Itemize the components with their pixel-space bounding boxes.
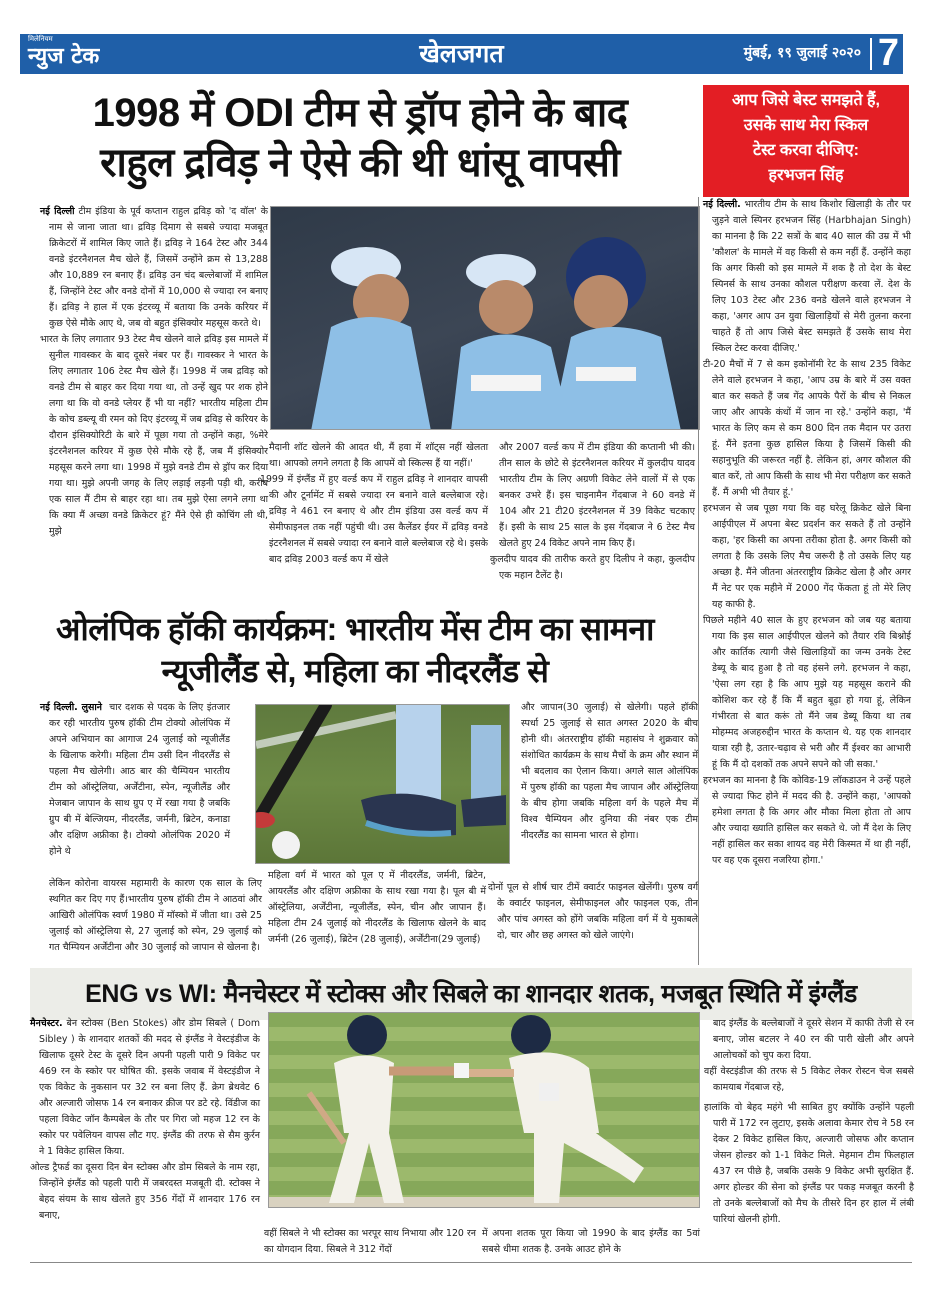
article3-column-3 bbox=[512, 700, 698, 844]
paragraph: पिछले महीने 40 साल के हुए हरभजन को जब यह बताया गया कि इस साल आईपीएल खेलने को तैयार रवि बिश्नोई और कार्तिक त्यागी जैसे खिलाड़ियों का जन्म उनके टेस्ट डेब्यू के बाद हुआ है तो वह हंसने लगे. हरभजन ने कहा, 'ऐसा लग रहा है कि आप मुझे यह महसूस कराने की कोशिश कर रहे हैं कि मैं बहुत बूढ़ा हो गया हूं, लेकिन गंभीरता से बात करूं तो मैंने जब डेब्यू किया था तब मोहम्मद अजहरुद्दीन भारत के कप्तान थे. यह एक शानदार यात्रा रही है, उतार-चढ़ाव से भरी और मैं ईश्वर का आभारी हूं कि मैं दो दशकों तक अपने सपने को जी सका.' bbox=[703, 615, 911, 770]
paragraph: मैनचेस्टर. बेन स्टोक्स (Ben Stokes) और डोम सिबले ( Dom Sibley ) के शानदार शतकों की मदद से इंग्लैंड ने वेस्टइंडीज के खिलाफ दूसरे टेस्ट के दूसरे दिन अपनी पहली पारी 9 विकेट पर 469 रन के स्कोर पर घोषित की. इसके जवाब में वेस्टइंडीज ने एक विकेट के नुकसान पर 32 रन बना लिए हैं. क्रेग ब्रेथवेट 6 और अल्जारी जोसफ 14 रन बनाकर क्रीज पर डटे रहे. विंडीज का पहला विकेट जॉन कैम्पबेल के तौर पर गिरा जो महज 12 रन के स्कोर पर पवेलियन वापस लौट गए. इंग्लैंड की तरफ से सैम कुर्रन ने 1 विकेट हासिल किया. bbox=[30, 1018, 260, 1157]
headline-line: राहुल द्रविड़ ने ऐसे की थी धांसू वापसी bbox=[100, 141, 620, 185]
headline-line: हरभजन सिंह bbox=[768, 167, 844, 184]
article4-headline[interactable]: ENG vs WI: मैनचेस्टर में स्टोक्स और सिबले का शानदार शतक, मजबूत स्थिति में इंग्लैंड bbox=[85, 980, 857, 1008]
cricket-batsmen-photo bbox=[268, 1012, 700, 1208]
paragraph: और 2007 वर्ल्ड कप में टीम इंडिया की कप्तानी भी की। तीन साल के छोटे से इंटरनैशनल करियर में कुलदीप यादव भारतीय टीम के लिए अग्रणी विकेट लेने वालों में से एक बनकर उभरे हैं। इस चाइनामैन गेंदबाज ने 60 वनडे में 104 और 21 टी20 इंटरनैशनल में 39 विकेट चटकाए हैं। इसी के साथ 25 साल के इस गेंदबाज ने 6 टेस्ट मैच खेलते हुए 24 विकेट अपने नाम किए हैं। bbox=[499, 442, 695, 549]
hockey-stick-ball-icon bbox=[256, 705, 510, 864]
divider bbox=[870, 38, 872, 70]
paragraph: नई दिल्ली. लुसाने चार दशक से पदक के लिए इंतजार कर रही भारतीय पुरुष हॉकी टीम टोक्यो ओलंपिक में अपने अभियान का आगाज 24 जुलाई को न्यूजीलैंड के खिलाफ करेगी। महिला टीम उसी दिन नीदरलैंड से पहला मैच खेलेगी। आठ बार की चैम्पियन भारतीय टीम को ऑस्ट्रेलिया, अर्जेंटीना, स्पेन, न्यूजीलैंड और मेजबान जापान के साथ ग्रुप ए में रखा गया है जबकि ग्रुप बी में बेल्जियम, नीदरलैंड, जर्मनी, ब्रिटेन, कनाडा और दक्षिण अफ्रीका है। टोक्यो ओलंपिक 2020 में होने थे bbox=[40, 702, 230, 857]
article1-column-1 bbox=[40, 204, 268, 540]
page-bottom-rule bbox=[30, 1262, 912, 1263]
article4-column-3 bbox=[482, 1226, 700, 1258]
article4-column-1 bbox=[30, 1016, 260, 1224]
dateline: नई दिल्ली bbox=[40, 206, 75, 217]
section-title: खेलजगत bbox=[419, 39, 504, 68]
headline-line: 1998 में ODI टीम से ड्रॉप होने के बाद bbox=[92, 91, 628, 135]
article3-headline[interactable] bbox=[20, 608, 690, 692]
players-celebrating-icon bbox=[271, 207, 700, 430]
paragraph: मैदानी शॉट खेलने की आदत थी, मैं हवा में शॉट्स नहीं खेलता था। आपको लगने लगता है कि आपमें वो स्किल्स हैं या नहीं।' bbox=[269, 442, 488, 469]
article3-column-4 bbox=[488, 880, 698, 944]
article3-column-1 bbox=[40, 700, 230, 860]
paragraph: बाद इंग्लैंड के बल्लेबाजों ने दूसरे सेशन में काफी तेजी से रन बनाए, जोस बटलर ने 40 रन की पारी खेली और अपने आलोचकों को चुप करा दिया. bbox=[713, 1018, 914, 1061]
article3-column-2 bbox=[268, 868, 486, 948]
hockey-photo bbox=[255, 704, 510, 864]
article1-headline[interactable] bbox=[30, 88, 690, 188]
paragraph: लेकिन कोरोना वायरस महामारी के कारण एक साल के लिए स्थगित कर दिए गए हैं।भारतीय पुरुष हॉकी टीम ने आठवां और आखिरी ओलंपिक स्वर्ण 1980 में मॉस्को में जीता था। उसे 25 जुलाई को ऑस्ट्रेलिया से, 27 जुलाई को स्पेन, 29 जुलाई को गत चैम्पियन अर्जेंटीना और 30 जुलाई को जापान से खेलना है। bbox=[49, 878, 262, 953]
paragraph: महिला वर्ग में भारत को पूल ए में नीदरलैंड, जर्मनी, ब्रिटेन, आयरलैंड और दक्षिण अफ्रीका के साथ रखा गया है। पूल बी में ऑस्ट्रेलिया, अर्जेंटीना, न्यूजीलैंड, स्पेन, चीन और जापान हैं। महिला टीम 24 जुलाई को नीदरलैंड के खिलाफ खेलने के बाद जर्मनी (26 जुलाई), ब्रिटेन (28 जुलाई), अर्जेंटीना(29 जुलाई) bbox=[268, 870, 486, 945]
issue-date: मुंबई, १९ जुलाई २०२० bbox=[743, 45, 861, 61]
article4-column-2 bbox=[264, 1226, 476, 1258]
paragraph: वहीं सिबले ने भी स्टोक्स का भरपूर साथ निभाया और 120 रन का योगदान दिया. सिबले ने 312 गेंदों bbox=[264, 1228, 476, 1255]
dateline: नई दिल्ली. लुसाने bbox=[40, 702, 102, 713]
article2-body bbox=[703, 197, 911, 869]
paragraph: में अपना शतक पूरा किया जो 1990 के बाद इंग्लैंड का 5वां सबसे धीमा शतक है. उनके आउट होने के bbox=[482, 1228, 700, 1255]
headline-line: उसके साथ मेरा स्किल bbox=[743, 117, 869, 134]
brand-name: न्युज टेक bbox=[28, 44, 100, 69]
headline-line: न्यूजीलैंड से, महिला का नीदरलैंड से bbox=[161, 653, 549, 689]
headline-line: आप जिसे बेस्ट समझते हैं, bbox=[731, 92, 881, 109]
page-number: 7 bbox=[877, 32, 899, 74]
headline-line: ओलंपिक हॉकी कार्यक्रम: भारतीय मेंस टीम का सामना bbox=[56, 611, 654, 647]
batsmen-glove-touch-icon bbox=[269, 1013, 700, 1208]
paragraph: दोनों पूल से शीर्ष चार टीमें क्वार्टर फाइनल खेलेंगी। पुरुष वर्ग के क्वार्टर फाइनल, सेमीफाइनल और फाइनल एक, तीन और पांच अगस्त को होंगे जबकि महिला वर्ग में ये मुकाबले दो, चार और छह अगस्त को खेले जाएंगे। bbox=[488, 882, 698, 941]
masthead bbox=[20, 34, 903, 74]
article1-column-3 bbox=[490, 440, 695, 584]
brand-small: मिलेनियम bbox=[28, 35, 53, 43]
paragraph: ओल्ड ट्रैफर्ड का दूसरा दिन बेन स्टोक्स और डोम सिबले के नाम रहा, जिन्होंने इंग्लैंड को पहली पारी में जबरदस्त मजबूती दी. स्टोक्स ने बेहद संयम के साथ खेलते हुए 356 गेंदों में शानदार 176 रन बनाए, bbox=[30, 1162, 260, 1221]
paragraph: भारत के लिए लगातार 93 टेस्ट मैच खेलने वाले द्रविड़ इस मामले में सुनील गावस्कर के बाद दूसरे नंबर पर हैं। गावस्कर ने भारत के लिए लगातार 106 टेस्ट मैच खेले हैं। 1998 में जब द्रविड़ को वनडे टीम से बाहर कर दिया गया था, तो उन्हें खुद पर शक होने लगा था कि वो वनडे प्लेयर हैं भी या नहीं? भारतीय महिला टीम के कोच डब्ल्यू वी रमन को दिए इंटरव्यू में जब द्रविड़ से करियर के दौरान इंसिक्योरिटी के बारे में पूछा गया तो उन्होंने कहा, %मेरे इंटरनैशनल करियर में कुछ ऐसे मौके रहे हैं, जब मैं इंसिक्योर महसूस करने लगा था। 1998 में मुझे वनडे टीम से ड्रॉप कर दिया गया था। मुझे अपनी जगह के लिए लड़ाई लड़नी पड़ी थी, करीब एक साल मैं टीम से बाहर रहा था। तब मुझे ऐसा लगने लगा था कि क्या मैं अच्छा वनडे क्रिकेटर हूं? मैंने ऐसे ही कोचिंग ली थी, मुझे bbox=[40, 334, 268, 537]
paragraph: और जापान(30 जुलाई) से खेलेगी। पहले हॉकी स्पर्धा 25 जुलाई से सात अगस्त 2020 के बीच होनी थी। अंतरराष्ट्रीय हॉकी महासंघ ने शुक्रवार को संशोधित कार्यक्रम के साथ मैचों के क्रम और स्थान में भी बदलाव का ऐलान किया। अगले साल ओलंपिक में पुरुष हॉकी का पहला मैच जापान और ऑस्ट्रेलिया के बीच होगा जबकि महिला वर्ग के पहले मैच में विश्व चैम्पियन और दुनिया की नंबर एक टीम नीदरलैंड का सामना भारत से होगा। bbox=[521, 702, 698, 841]
cricket-team-photo bbox=[270, 206, 700, 430]
article4-column-4 bbox=[704, 1016, 914, 1228]
paragraph: कुलदीप यादव की तारीफ करते हुए दिलीप ने कहा, कुलदीप एक महान टैलेंट है। bbox=[490, 554, 695, 581]
article2-headline-box[interactable] bbox=[703, 85, 909, 197]
headline-line: टेस्ट करवा दीजिए: bbox=[753, 142, 859, 159]
column-divider bbox=[698, 197, 699, 965]
paragraph: नई दिल्ली. भारतीय टीम के साथ किशोर खिलाड़ी के तौर पर जुड़ने वाले स्पिनर हरभजन सिंह (Harbhajan Singh) का मानना है कि 22 सत्रों के बाद 40 साल की उम्र में भी 'कौशल' के मामले में वह किसी से कम नहीं हैं. उन्होंने कहा कि अगर किसी को इस मामले में शक है तो देश के बेस्ट स्पिनर्स के साथ उनका कौशल परीक्षण करवा लें. देश के लिए 103 टेस्ट और 236 वनडे खेलने वाले हरभजन ने कहा, 'अगर आप उन युवा खिलाड़ियों से मेरी तुलना करना चाहते हैं तो आप जिसे बेस्ट समझते हैं उसके साथ मेरा स्किल टेस्ट करवा दीजिए.' bbox=[703, 199, 911, 354]
paragraph: टी-20 मैचों में 7 से कम इकोनॉमी रेट के साथ 235 विकेट लेने वाले हरभजन ने कहा, 'आप उम्र के बारे में उस वक्त बात कर सकते हैं जब गेंद आपके पैरों के बीच से निकल जाए और आपके कंधों में जान ना रहे.' उन्होंने कहा, 'मैं भारत के लिए कम से कम 800 दिन तक मैदान पर उतरा हूं. मैंने इतना कुछ हासिल किया है जिसमें किसी की सहानुभूति की जरूरत नहीं है. लेकिन हां, अगर कौशल की बात करें, तो आप किसी के साथ भी मेरा परीक्षण कर सकते हैं. मैं अभी भी तैयार हूं.' bbox=[703, 359, 911, 498]
dateline: नई दिल्ली. bbox=[703, 199, 741, 210]
dateline: मैनचेस्टर. bbox=[30, 1018, 63, 1029]
paragraph: नई दिल्ली टीम इंडिया के पूर्व कप्तान राहुल द्रविड़ को 'द वॉल' के नाम से जाना जाता था। द्रविड़ दिमाग से सबसे ज्यादा मजबूत क्रिकेटरों में शामिल किए जाते हैं। द्रविड़ ने 164 टेस्ट और 344 वनडे इंटरनैशनल मैच खेले हैं, जिसमें उन्होंने क्रम से 13,288 और 10,889 रन बनाए हैं। द्रविड़ उन चंद बल्लेबाजों में शामिल हैं, जिन्होंने टेस्ट और वनडे दोनों में 10,000 से ज्यादा रन बनाए हैं। द्रविड़ ने हाल में एक इंटरव्यू में बताया कि उनके करियर में कुछ ऐसे मौके आए थे, जब वो बहुत इंसिक्योर महसूस करते थे। bbox=[40, 206, 268, 329]
article1-column-2 bbox=[260, 440, 488, 568]
paragraph: हालांकि वो बेहद महंगे भी साबित हुए क्योंकि उन्होंने पहली पारी में 172 रन लुटाए, इसके अलावा केमार रोच ने 58 रन देकर 2 विकेट हासिल किए, अल्जारी जोसफ और कप्तान जेसन होल्डर को 1-1 विकेट मिले. मेहमान टीम फिलहाल 437 रन पीछे है, जबकि उसके 9 विकेट अभी सुरक्षित हैं. अगर होल्डर की सेना को इंग्लैंड पर पकड़ मजबूत करनी है तो उनके बल्लेबाजों को मैच के तीसरे दिन हर हाल में लंबी पारियां खेलनी होगी. bbox=[704, 1102, 914, 1225]
paragraph: वहीं वेस्टइंडीज की तरफ से 5 विकेट लेकर रोस्टन चेज सबसे कामयाब गेंदबाज रहे, bbox=[704, 1066, 914, 1093]
article3-column-1-continued bbox=[40, 876, 262, 956]
paragraph: हरभजन का मानना है कि कोविड-19 लॉकडाउन ने उन्हें पहले से ज्यादा फिट होने में मदद की है. उन्होंने कहा, 'आपको हमेशा लगता है कि अगर और मौका मिला होता तो आप और ज्यादा ख्याति हासिल कर सकते थे. जो मैं देश के लिए नहीं हासिल कर सका शायद वह मेरी किस्मत में था ही नहीं, पर वह एक दूसरा नजरिया होगा.' bbox=[703, 775, 911, 866]
paragraph: 1999 में इंग्लैंड में हुए वर्ल्ड कप में राहुल द्रविड़ ने शानदार वापसी की और टूर्नामेंट में सबसे ज्यादा रन बनाने वाले बल्लेबाज रहे। द्रविड़ ने 461 रन बनाए थे और टीम इंडिया उस वर्ल्ड कप में सेमीफाइनल तक नहीं पहुंची थी। उस कैलेंडर ईयर में द्रविड़ वनडे इंटरनैशनल में सबसे ज्यादा रन बनाने वाले बल्लेबाज रहे थे। इसके बाद द्रविड़ 2003 वर्ल्ड कप में खेले bbox=[260, 474, 488, 565]
paragraph: हरभजन से जब पूछा गया कि वह घरेलू क्रिकेट खेले बिना आईपीएल में अपना बेस्ट प्रदर्शन कर सकते हैं तो उन्होंने कहा, 'हर किसी का अपना तरीका होता है. अगर किसी को लगता है कि उसके लिए मैच जरूरी है तो उसके लिए यह अच्छा है. मैंने जीतना अंतरराष्ट्रीय क्रिकेट खेला है और अगर मैं नेट पर एक महीने में 2000 गेंद फेंकता हूं तो मेरे लिए यह काफी है. bbox=[703, 503, 911, 610]
